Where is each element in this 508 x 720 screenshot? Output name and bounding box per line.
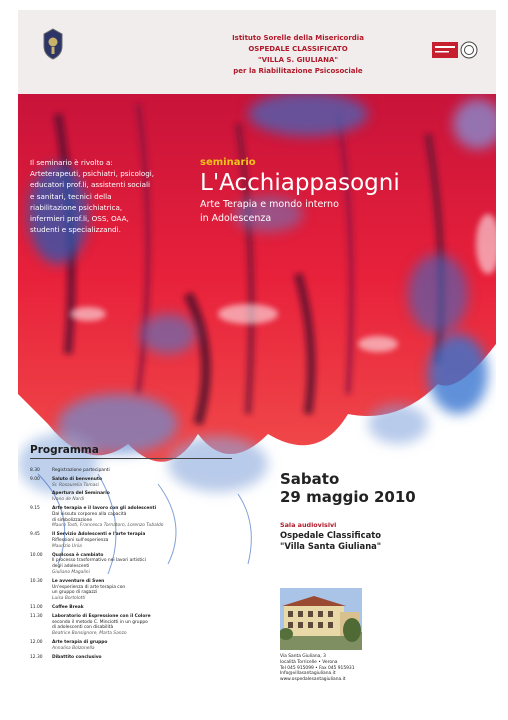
schedule-row [30, 640, 240, 652]
schedule-detail: Dal vissuto corporeo alla capacità [52, 511, 127, 517]
certification-logo-icon [432, 40, 478, 60]
schedule-detail: Un'esperienza di arte terapia con [52, 584, 126, 590]
speaker-name: Ivano de Nardi [52, 497, 85, 503]
speaker-name: Annalisa Bolzonella [52, 645, 95, 651]
schedule-time: 9.15 [30, 505, 40, 511]
schedule-row [30, 614, 240, 637]
schedule-time: 12.00 [30, 639, 43, 645]
schedule-detail: un gruppo di ragazzi [52, 590, 98, 596]
audience-line: educatori prof.li, assistenti sociali [30, 180, 150, 190]
schedule-item: Arte terapia di gruppo [52, 639, 108, 645]
schedule-detail: Riflessioni sull'esperienza [52, 537, 109, 543]
schedule-item: Coffee Break [52, 604, 84, 610]
seminar-title: L'Acchiappasogni [200, 170, 400, 196]
schedule-time: 12.30 [30, 654, 43, 660]
address-email: Info@villasantagiuliana.it [280, 671, 336, 677]
address-block [280, 654, 430, 683]
audience-line: studenti e specializzandi. [30, 225, 121, 235]
address-line: Via Santa Giuliana, 3 [280, 654, 326, 659]
schedule-time: 11.30 [30, 613, 43, 619]
event-date: 29 maggio 2010 [280, 488, 416, 506]
address-line: località Torricelle • Verona [280, 659, 338, 665]
schedule-time [30, 491, 52, 503]
schedule-item: Arte terapia e il lavoro con gli adolescenti [52, 505, 157, 511]
audience-line: riabilitazione psichiatrica, [30, 202, 123, 212]
schedule-item: Apertura del Seminario [52, 491, 110, 497]
schedule-item: Qualcosa è cambiato [52, 552, 104, 558]
seminar-title-block [200, 157, 490, 225]
schedule-detail: di adolescenti con disabilità [52, 625, 114, 631]
schedule-time: 10.30 [30, 578, 43, 584]
seminar-kicker: seminario [200, 157, 256, 168]
event-hall: Sala audiovisivi [280, 521, 337, 529]
header-band [18, 10, 496, 94]
crest-icon [42, 28, 64, 60]
schedule-time: 8.30 [30, 468, 40, 473]
event-venue: Ospedale Classificato [280, 530, 381, 540]
schedule-item: Il Servizio Adolescenti e l'arte terapia [52, 532, 146, 538]
schedule-row [30, 491, 240, 503]
institute-header [168, 33, 428, 77]
speaker-name: Luisa Bortolotti [52, 596, 86, 602]
schedule-row [30, 532, 240, 549]
schedule-item: Le avventure di Sven [52, 578, 105, 584]
schedule-time: 9.00 [30, 476, 40, 482]
address-phone: Tel 045 915099 • Fax 045 915931 [280, 665, 355, 671]
schedule-row [30, 477, 240, 489]
schedule-item: Saluto di benvenuto [52, 476, 103, 482]
event-venue: "Villa Santa Giuliana" [280, 541, 382, 551]
audience-text [30, 157, 180, 235]
speaker-name: Giuliano Magalini [52, 569, 90, 575]
schedule-row [30, 579, 240, 602]
speaker-name: Mauro Tosti, Francesca Tornatoro, Lorenzo Tubaldo [52, 523, 164, 529]
hospital-type: OSPEDALE CLASSIFICATO [248, 45, 348, 53]
schedule-item: Registrazione partecipanti [52, 468, 110, 473]
schedule-item: Laboratorio di Espressione con il Colore [52, 613, 151, 619]
event-info [280, 470, 490, 552]
schedule-row [30, 506, 240, 529]
address-website: www.ospedalesantagiuliana.it [280, 677, 346, 683]
speaker-name: Maurizio Unia [52, 543, 82, 549]
schedule-time: 9.45 [30, 532, 40, 538]
hospital-building-photo [280, 588, 362, 650]
seminar-subtitle: Arte Terapia e mondo interno [200, 199, 339, 210]
audience-line: Arteterapeuti, psichiatri, psicologi, [30, 169, 155, 179]
schedule-row [30, 553, 240, 576]
speaker-name: Sr. Rosaurelia Tomasi [52, 482, 99, 488]
schedule-detail: Il processo trasformativo nei lavori artistici [52, 558, 146, 564]
schedule-row [30, 468, 240, 474]
audience-line: infermieri prof.li, OSS, OAA, [30, 214, 129, 224]
audience-line: e sanitari, tecnici della [30, 191, 112, 201]
speaker-name: Beatrice Bonsignore, Marta Sanzo [52, 631, 127, 637]
hospital-name: "VILLA S. GIULIANA" [257, 56, 339, 64]
schedule-detail: degli adolescenti [52, 564, 90, 570]
schedule-row [30, 605, 240, 611]
schedule-row [30, 655, 240, 661]
seminar-subtitle: in Adolescenza [200, 213, 272, 224]
schedule-detail: secondo il metodo C. Minciotti in un gruppo [52, 619, 148, 625]
schedule-item: Dibattito conclusivo [52, 654, 102, 660]
event-day: Sabato [280, 470, 340, 488]
audience-line: Il seminario è rivolto a: [30, 158, 113, 167]
schedule-time: 11.00 [30, 604, 43, 610]
program-divider [30, 458, 232, 459]
program-schedule [30, 468, 240, 660]
hospital-purpose: per la Riabilitazione Psicosociale [233, 67, 363, 75]
schedule-time: 10.00 [30, 552, 43, 558]
institute-name: Istituto Sorelle della Misericordia [232, 34, 364, 42]
schedule-detail: di simbolizzazione [52, 517, 93, 523]
program-title: Programma [30, 444, 99, 456]
